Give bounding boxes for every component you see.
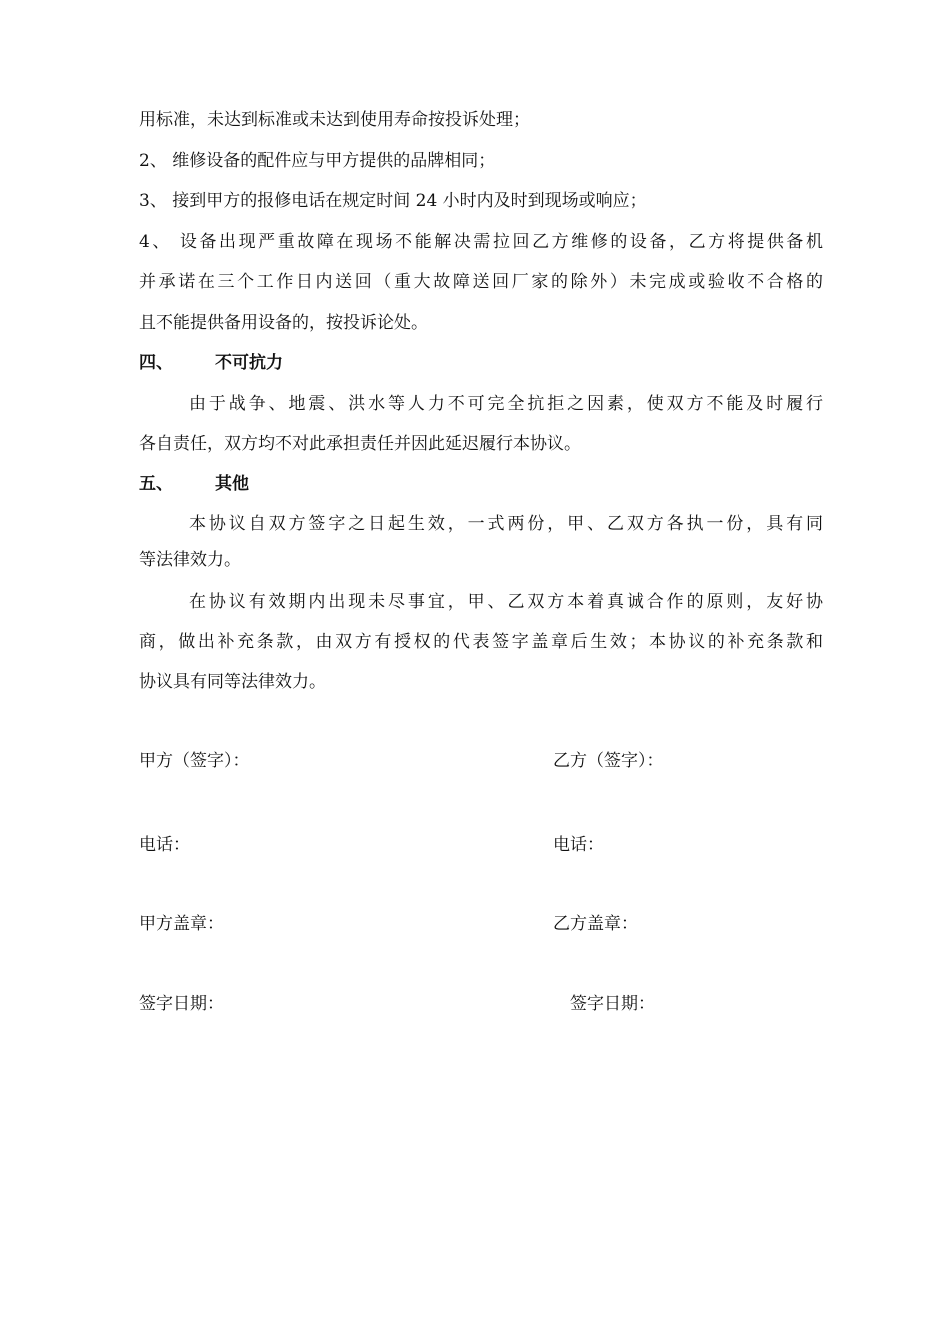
paragraph-line: 协议具有同等法律效力。 <box>139 672 326 692</box>
clause-line: 3、 接到甲方的报修电话在规定时间 24 小时内及时到现场或响应； <box>139 191 647 211</box>
paragraph-line: 等法律效力。 <box>139 550 241 570</box>
section-title: 不可抗力 <box>215 353 283 373</box>
clause-line: 且不能提供备用设备的，按投诉论处。 <box>139 313 428 333</box>
section-number: 四、 <box>139 353 173 373</box>
clause-line: 4、 设备出现严重故障在现场不能解决需拉回乙方维修的设备，乙方将提供备机 <box>139 232 823 252</box>
party-a-seal-label: 甲方盖章： <box>139 914 224 934</box>
party-b-date-label: 签字日期： <box>570 994 655 1014</box>
section-title: 其他 <box>215 474 249 494</box>
clause-line: 并承诺在三个工作日内送回（重大故障送回厂家的除外）未完成或验收不合格的 <box>139 272 823 292</box>
clause-line: 2、 维修设备的配件应与甲方提供的品牌相同； <box>139 151 496 171</box>
paragraph-line: 在协议有效期内出现未尽事宜，甲、乙双方本着真诚合作的原则，友好协 <box>189 592 823 612</box>
paragraph-line: 本协议自双方签字之日起生效，一式两份，甲、乙双方各执一份，具有同 <box>189 514 823 534</box>
paragraph-line: 由于战争、地震、洪水等人力不可完全抗拒之因素，使双方不能及时履行 <box>189 394 823 414</box>
party-a-signature-label: 甲方（签字）： <box>139 751 250 771</box>
party-b-seal-label: 乙方盖章： <box>553 914 638 934</box>
section-heading-other <box>139 472 823 496</box>
paragraph-line: 商，做出补充条款，由双方有授权的代表签字盖章后生效；本协议的补充条款和 <box>139 632 823 652</box>
clause-line: 用标准，未达到标准或未达到使用寿命按投诉处理； <box>139 110 530 130</box>
party-b-phone-label: 电话： <box>553 835 604 855</box>
party-a-date-label: 签字日期： <box>139 994 224 1014</box>
party-b-signature-label: 乙方（签字）： <box>553 751 664 771</box>
paragraph-line: 各自责任，双方均不对此承担责任并因此延迟履行本协议。 <box>139 434 581 454</box>
section-heading-force-majeure <box>139 351 823 375</box>
party-a-phone-label: 电话： <box>139 835 190 855</box>
section-number: 五、 <box>139 474 173 494</box>
